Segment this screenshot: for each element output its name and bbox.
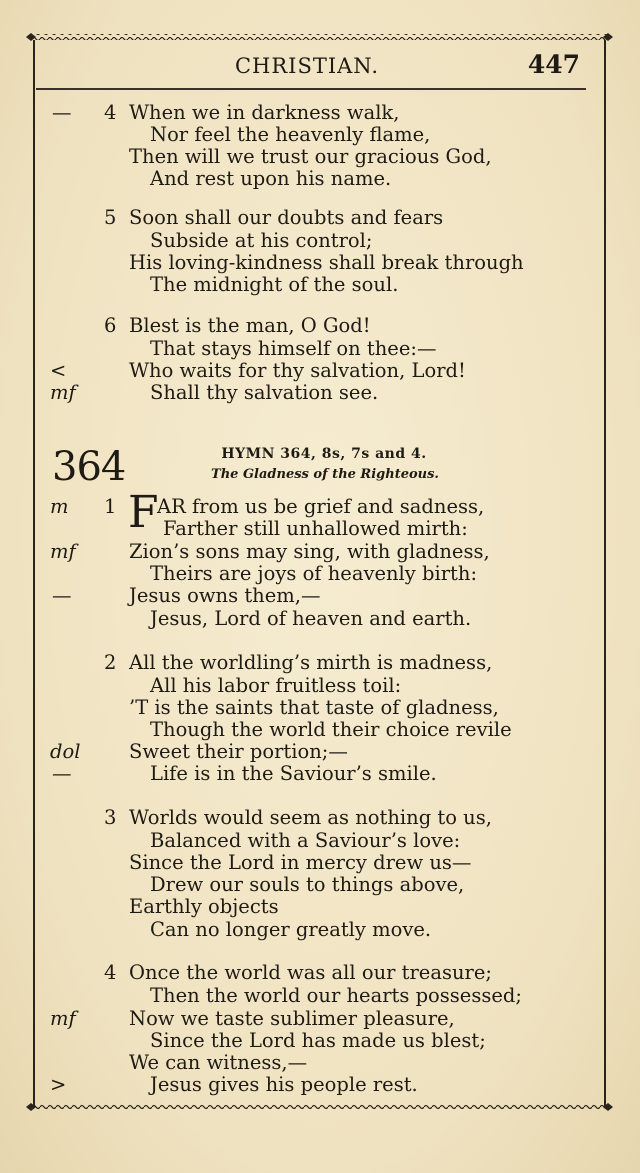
verse-text: Zion’s sons may sing, with gladness,	[129, 540, 490, 563]
verse-line	[0, 337, 640, 359]
dynamic-mark: —	[52, 101, 72, 124]
verse-line	[0, 651, 640, 673]
verse-line	[0, 273, 640, 295]
verse-line	[0, 851, 640, 873]
hymn-subtitle: The Gladness of the Righteous.	[211, 467, 439, 482]
verse-text: Blest is the man, O God!	[129, 314, 371, 337]
verse-text: Shall thy salvation see.	[150, 381, 379, 404]
verse-text: Earthly objects	[129, 895, 279, 918]
verse-line	[0, 562, 640, 584]
verse-text: Since the Lord in mercy drew us—	[129, 851, 472, 874]
verse-text: When we in darkness walk,	[129, 101, 400, 124]
verse-line	[0, 101, 640, 123]
page-number: 447	[527, 50, 580, 79]
verse-text: Since the Lord has made us blest;	[150, 1029, 486, 1052]
verse-line	[0, 517, 640, 539]
verse-text: Who waits for thy salvation, Lord!	[129, 359, 466, 382]
verse-line	[0, 607, 640, 629]
verse-text: Jesus gives his people rest.	[150, 1073, 418, 1096]
verse-text: Though the world their choice revile	[150, 718, 512, 741]
dynamic-mark: m	[50, 495, 69, 518]
verse-text: Soon shall our doubts and fears	[129, 206, 444, 229]
verse-number: 5	[104, 206, 117, 229]
dynamic-mark: mf	[50, 540, 76, 563]
dynamic-mark: —	[52, 584, 72, 607]
running-title: CHRISTIAN.	[234, 54, 380, 78]
verse-text: Can no longer greatly move.	[150, 918, 432, 941]
verse-line	[0, 918, 640, 940]
verse-line	[0, 359, 640, 381]
verse-line	[0, 762, 640, 784]
verse-line	[0, 229, 640, 251]
verse-line	[0, 718, 640, 740]
dynamic-mark: mf	[50, 1007, 76, 1030]
verse-line	[0, 495, 640, 517]
verse-text: Jesus owns them,—	[129, 584, 321, 607]
verse-text: Once the world was all our treasure;	[129, 961, 492, 984]
verse-line	[0, 1073, 640, 1095]
verse-line	[0, 540, 640, 562]
verse-text: All the worldling’s mirth is madness,	[129, 651, 493, 674]
verse-text: Jesus, Lord of heaven and earth.	[150, 607, 472, 630]
verse-text: The midnight of the soul.	[150, 273, 399, 296]
verse-line	[0, 829, 640, 851]
verse-line	[0, 381, 640, 403]
hymn-title: HYMN 364, 8s, 7s and 4.	[221, 446, 427, 462]
header-rule	[36, 88, 586, 90]
verse-line	[0, 123, 640, 145]
verse-number: 3	[104, 806, 117, 829]
verse-line	[0, 206, 640, 228]
verse-line	[0, 167, 640, 189]
dynamic-mark: dol	[50, 740, 81, 763]
verse-text: Now we taste sublimer pleasure,	[129, 1007, 455, 1030]
verse-text: Balanced with a Saviour’s love:	[150, 829, 461, 852]
verse-text: Drew our souls to things above,	[150, 873, 465, 896]
verse-line	[0, 584, 640, 606]
verse-line	[0, 806, 640, 828]
verse-text: Theirs are joys of heavenly birth:	[150, 562, 478, 585]
verse-text: Then will we trust our gracious God,	[129, 145, 492, 168]
verse-text: AR from us be grief and sadness,	[157, 495, 485, 518]
verse-text: And rest upon his name.	[150, 167, 392, 190]
verse-number: 6	[104, 314, 117, 337]
dynamic-mark: mf	[50, 381, 76, 404]
verse-number: 1	[104, 495, 117, 518]
verse-number: 4	[104, 101, 117, 124]
verse-line	[0, 1007, 640, 1029]
verse-line	[0, 1051, 640, 1073]
verse-line	[0, 1029, 640, 1051]
verse-line	[0, 961, 640, 983]
hymn-number: 364	[52, 444, 126, 490]
dynamic-mark: <	[50, 359, 67, 382]
verse-text: His loving-kindness shall break through	[129, 251, 524, 274]
verse-line	[0, 314, 640, 336]
drop-cap: F	[128, 487, 159, 538]
verse-line	[0, 251, 640, 273]
verse-text: Life is in the Saviour’s smile.	[150, 762, 437, 785]
verse-text: Sweet their portion;—	[129, 740, 348, 763]
page-header	[34, 50, 580, 84]
verse-line	[0, 674, 640, 696]
verse-text: That stays himself on thee:—	[150, 337, 437, 360]
verse-number: 4	[104, 961, 117, 984]
verse-text: All his labor fruitless toil:	[150, 674, 402, 697]
verse-text: ’T is the saints that taste of gladness,	[129, 696, 499, 719]
verse-line	[0, 145, 640, 167]
dynamic-mark: >	[50, 1073, 67, 1096]
dynamic-mark: —	[52, 762, 72, 785]
verse-text: Worlds would seem as nothing to us,	[129, 806, 492, 829]
verse-text: Nor feel the heavenly flame,	[150, 123, 431, 146]
verse-number: 2	[104, 651, 117, 674]
verse-line	[0, 696, 640, 718]
verse-text: We can witness,—	[129, 1051, 308, 1074]
verse-line	[0, 873, 640, 895]
verse-line	[0, 984, 640, 1006]
verse-text: Farther still unhallowed mirth:	[163, 517, 468, 540]
verse-line	[0, 895, 640, 917]
verse-line	[0, 740, 640, 762]
verse-text: Subside at his control;	[150, 229, 373, 252]
verse-text: Then the world our hearts possessed;	[150, 984, 522, 1007]
